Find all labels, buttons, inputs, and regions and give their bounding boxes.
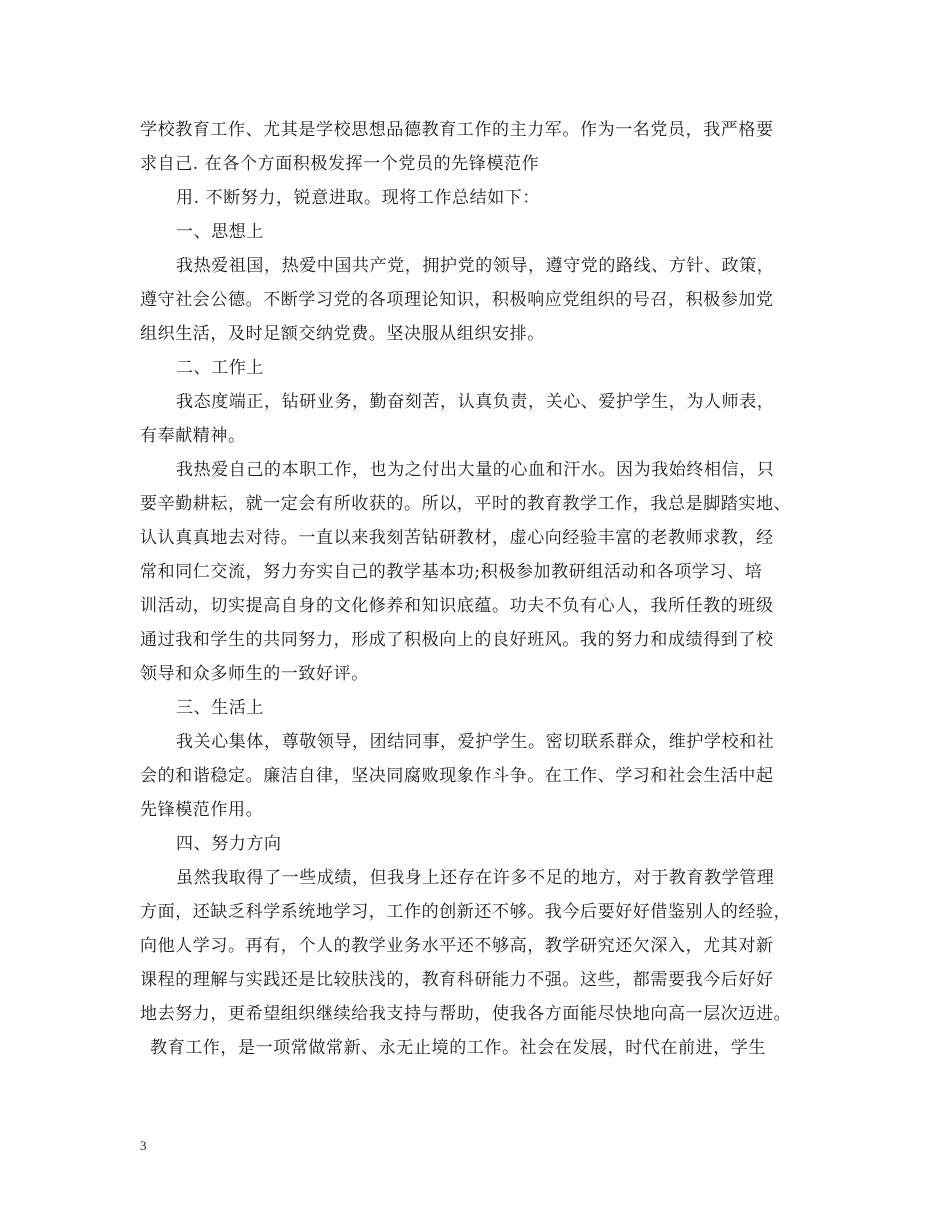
paragraph-line: 我热爱祖国，热爱中国共产党，拥护党的领导，遵守党的路线、方针、政策， bbox=[176, 256, 775, 276]
paragraph-line: 学校教育工作、尤其是学校思想品德教育工作的主力军。作为一名党员，我严格要 bbox=[140, 120, 774, 140]
paragraph-line: 向他人学习。再有，个人的教学业务水平还不够高，教学研究还欠深入，尤其对新 bbox=[140, 936, 774, 956]
paragraph-line: 求自己. 在各个方面积极发挥一个党员的先锋模范作 bbox=[140, 154, 540, 174]
paragraph-line: 常和同仁交流，努力夯实自己的教学基本功;积极参加教研组活动和各项学习、培 bbox=[140, 562, 763, 582]
page-number: 3 bbox=[140, 1138, 147, 1153]
paragraph-line: 有奉献精神。 bbox=[140, 426, 246, 446]
paragraph-line: 地去努力，更希望组织继续给我支持与帮助，使我各方面能尽快地向高一层次迈进。 bbox=[140, 1004, 792, 1024]
paragraph-line: 要辛勤耕耘，就一定会有所收获的。所以，平时的教育教学工作，我总是脚踏实地、 bbox=[140, 494, 792, 514]
section-heading: 四、努力方向 bbox=[176, 834, 282, 854]
paragraph-line: 训活动，切实提高自身的文化修养和知识底蕴。功夫不负有心人，我所任教的班级 bbox=[140, 596, 774, 616]
paragraph-line: 遵守社会公德。不断学习党的各项理论知识，积极响应党组织的号召，积极参加党 bbox=[140, 290, 774, 310]
section-heading: 二、工作上 bbox=[176, 358, 264, 378]
paragraph-line: 方面，还缺乏科学系统地学习，工作的创新还不够。我今后要好好借鉴别人的经验， bbox=[140, 902, 792, 922]
document-body bbox=[140, 113, 820, 1065]
paragraph-line: 教育工作，是一项常做常新、永无止境的工作。社会在发展，时代在前进，学生 bbox=[150, 1038, 766, 1058]
paragraph-line: 会的和谐稳定。廉洁自律，坚决同腐败现象作斗争。在工作、学习和社会生活中起 bbox=[140, 766, 774, 786]
paragraph-line: 用. 不断努力，锐意进取。现将工作总结如下： bbox=[176, 188, 541, 208]
paragraph-line: 领导和众多师生的一致好评。 bbox=[140, 664, 369, 684]
section-heading: 一、思想上 bbox=[176, 222, 264, 242]
paragraph-line: 我态度端正，钻研业务，勤奋刻苦，认真负责，关心、爱护学生，为人师表， bbox=[176, 392, 775, 412]
paragraph-line: 认认真真地去对待。一直以来我刻苦钻研教材，虚心向经验丰富的老教师求教，经 bbox=[140, 528, 774, 548]
paragraph-line: 我热爱自己的本职工作，也为之付出大量的心血和汗水。因为我始终相信，只 bbox=[176, 460, 775, 480]
paragraph-line: 课程的理解与实践还是比较肤浅的，教育科研能力不强。这些，都需要我今后好好 bbox=[140, 970, 774, 990]
paragraph-line: 先锋模范作用。 bbox=[140, 800, 264, 820]
paragraph-line: 组织生活，及时足额交纳党费。坚决服从组织安排。 bbox=[140, 324, 545, 344]
paragraph-line: 通过我和学生的共同努力，形成了积极向上的良好班风。我的努力和成绩得到了校 bbox=[140, 630, 774, 650]
paragraph-line: 我关心集体，尊敬领导，团结同事，爱护学生。密切联系群众，维护学校和社 bbox=[176, 732, 775, 752]
section-heading: 三、生活上 bbox=[176, 698, 264, 718]
paragraph-line: 虽然我取得了一些成绩，但我身上还存在许多不足的地方，对于教育教学管理 bbox=[176, 868, 775, 888]
